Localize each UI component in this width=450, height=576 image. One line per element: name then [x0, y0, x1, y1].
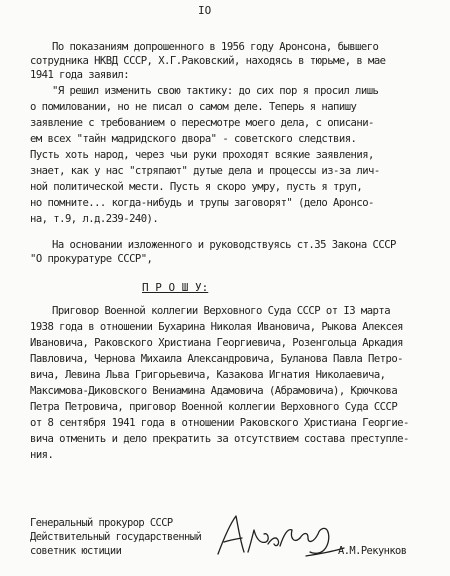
request-line: Павловича, Чернова Михаила Александровича, Буланова Павла Петро-	[30, 353, 403, 365]
quote-line: ем всех "тайн мадридского двора" - советского следствия.	[30, 133, 357, 145]
quote-line: заявление с требованием о пересмотре моего дела, с описани-	[30, 117, 374, 129]
request-line: вича, Левина Льва Григорьевича, Казакова Игнатия Николаевича,	[30, 369, 386, 381]
intro-line: По показаниям допрошенного в 1956 году Аронсона, бывшего	[52, 41, 379, 53]
request-line: ния.	[30, 449, 54, 461]
request-line: Петра Петровича, приговор Военной коллегии Верховного Суда СССР	[30, 401, 398, 413]
quote-line: ной политической мести. Пусть я скоро умру, пусть я труп,	[30, 181, 363, 193]
request-line: 1938 года в отношении Бухарина Николая Ивановича, Рыкова Алексея	[30, 321, 403, 333]
quote-line: Пусть хоть народ, через чьи руки проходят всякие заявления,	[30, 149, 374, 161]
quote-line: "Я решил изменить свою тактику: до сих пор я просил лишь	[52, 85, 379, 97]
request-line: вича отменить и дело прекратить за отсутствием состава преступле-	[30, 433, 409, 445]
signer-title: Действительный государственный	[30, 531, 202, 543]
basis-line: "О прокуратуре СССР",	[30, 253, 153, 265]
signer-title: советник юстиции	[30, 545, 122, 557]
handwritten-signature	[210, 508, 350, 564]
request-line: от 8 сентября 1941 года в отношении Раковского Христиана Георгие-	[30, 417, 409, 429]
request-line: Ивановича, Раковского Христиана Георгиевича, Розенгольца Аркадия	[30, 337, 403, 349]
request-line: Максимова-Диковского Вениамина Адамовича (Абрамовича), Крючкова	[30, 385, 398, 397]
quote-line: но помните... когда-нибудь и трупы заговорят" (дело Аронсо-	[30, 197, 374, 209]
request-line: Приговор Военной коллегии Верховного Суда СССР от I3 марта	[52, 305, 391, 317]
basis-line: На основании изложенного и руководствуясь ст.35 Закона СССР	[52, 239, 396, 251]
intro-line: 1941 года заявил:	[30, 69, 130, 81]
request-heading: П Р О Ш У:	[142, 281, 209, 294]
intro-line: сотрудника НКВД СССР, Х.Г.Раковский, находясь в тюрьме, в мае	[30, 55, 386, 67]
quote-line: знает, как у нас "стряпают" дутые дела и процессы из-за лич-	[30, 165, 380, 177]
page-number: IO	[198, 4, 212, 17]
signer-name: А.М.Рекунков	[338, 545, 407, 557]
quote-line: о помиловании, но не писал о самом деле. Теперь я напишу	[30, 101, 357, 113]
quote-line: на, т.9, л.д.239-240).	[30, 213, 159, 225]
signer-title: Генеральный прокурор СССР	[30, 517, 173, 529]
